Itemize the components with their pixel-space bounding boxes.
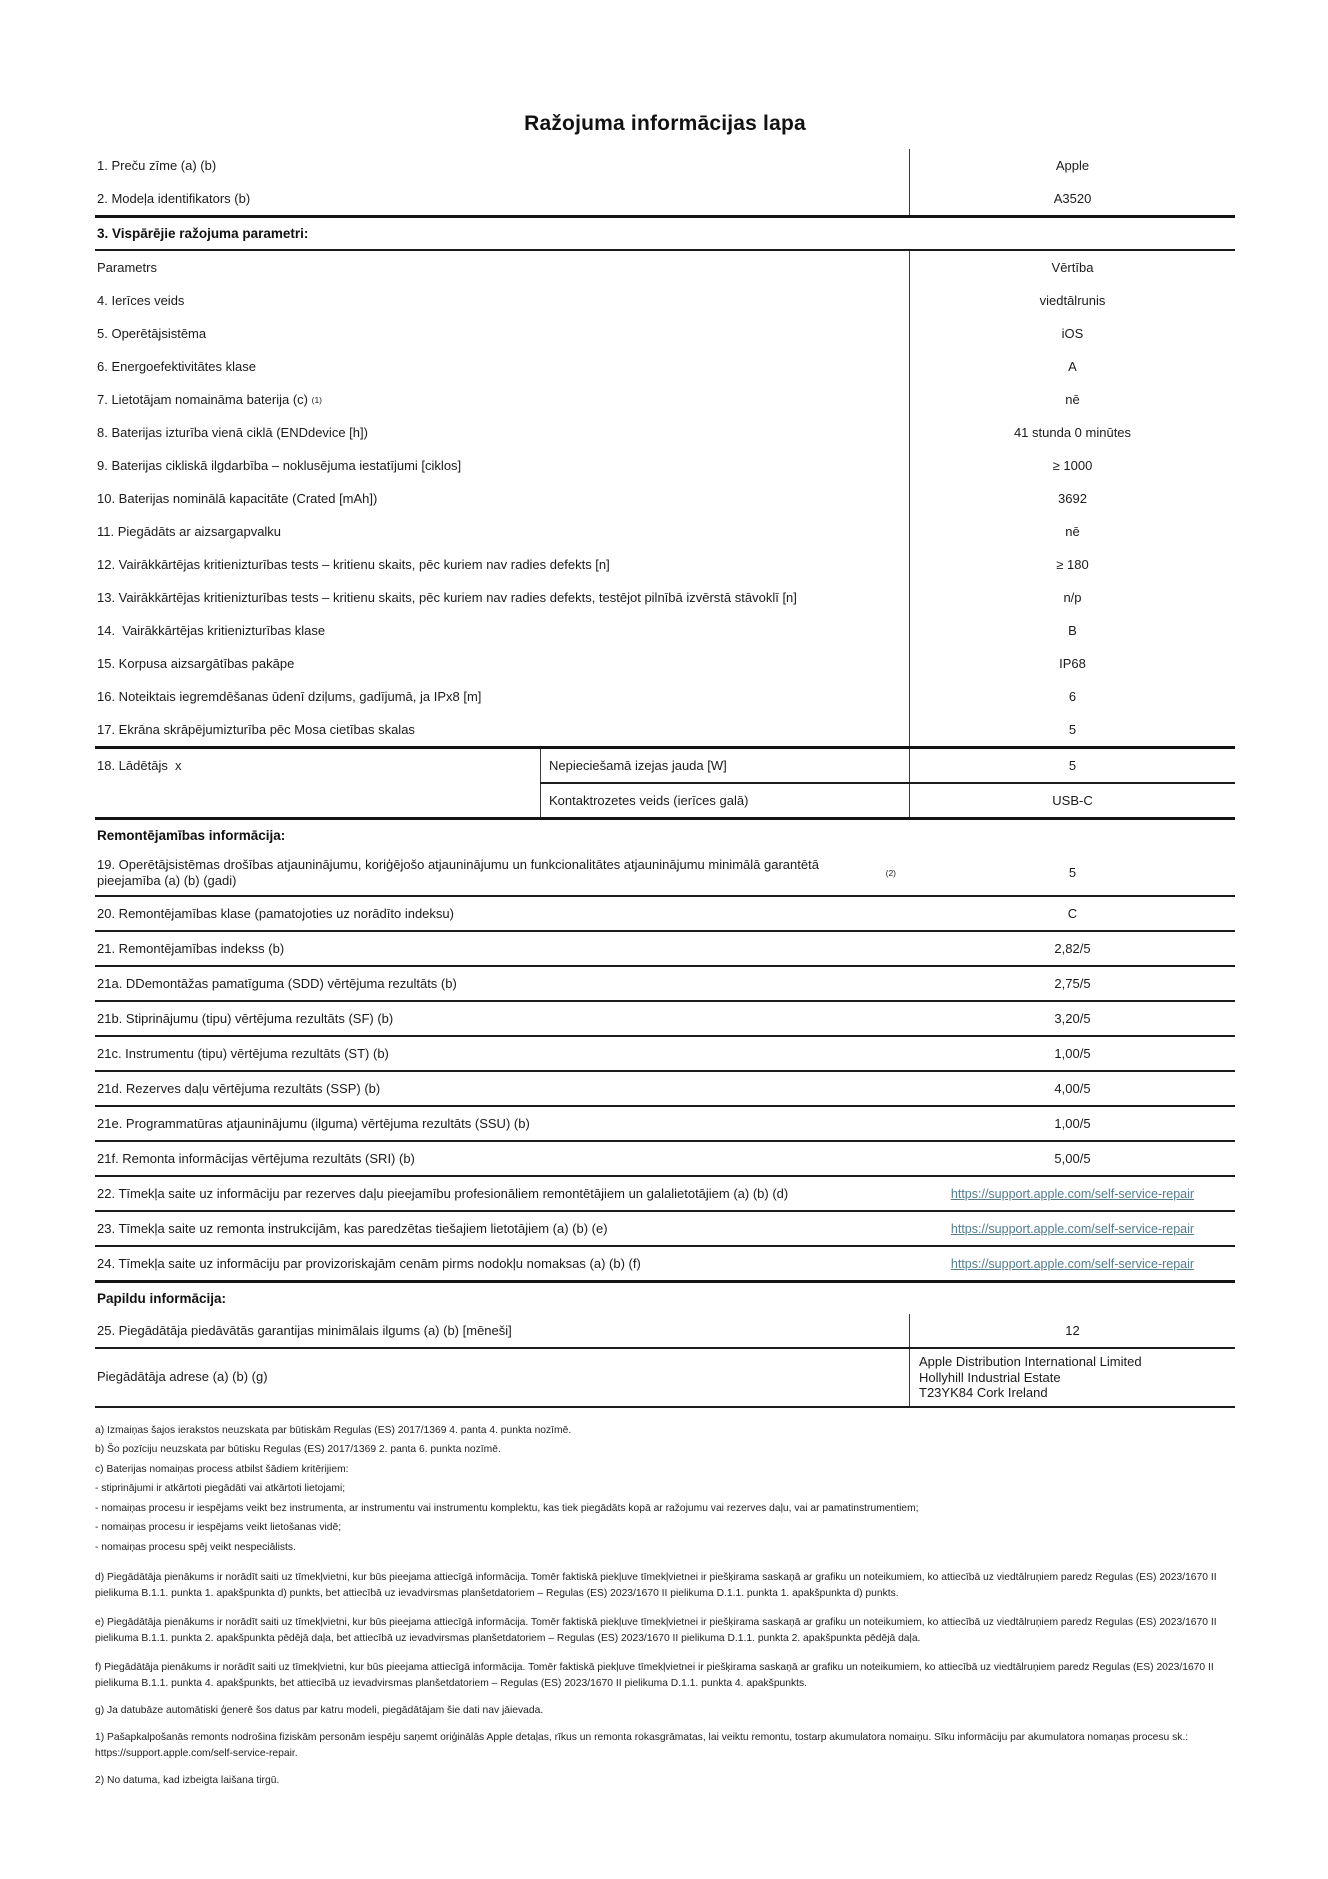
row-label: 21f. Remonta informācijas vērtējuma rezultāts (SRI) (b) [97, 1150, 415, 1166]
row-value: 5 [1068, 721, 1077, 737]
table-row-18-charger [95, 746, 1235, 817]
footnote-f: f) Piegādātāja pienākums ir norādīt saiti uz tīmekļvietni, kur būs pieejama attiecīgā informācija. Tomēr faktiskā piekļuve tīmekļvietnei ir piešķirama saskaņā ar grafiku un noteikumiem, ko attiecībā uz viedtālruņiem paredz Regulas (ES) 2023/1670 II pielikuma B.1.1. punkta 4. apakšpunkts, bet attiecībā uz ievadvirsmas planšetdatoriem – Regulas (ES) 2023/1670 II pielikuma D.1.1. punkta 4. apakšpunkts. [95, 1662, 1214, 1689]
self-service-repair-link[interactable]: https://support.apple.com/self-service-repair [950, 1256, 1195, 1271]
row-label: 5. Operētājsistēma [95, 317, 910, 350]
row-label: 9. Baterijas cikliskā ilgdarbība – noklusējuma iestatījumi [ciklos] [95, 449, 910, 482]
row-label: 24. Tīmekļa saite uz informāciju par provizoriskajām cenām pirms nodokļu nomaksas (a) (b) (f) [97, 1255, 641, 1271]
footnote-c-bullet-1: - stiprinājumi ir atkārtoti piegādāti vai atkārtoti lietojami; [95, 1483, 346, 1494]
row-label: 21e. Programmatūras atjauninājumu (ilguma) vērtējuma rezultāts (SSU) (b) [97, 1115, 530, 1131]
additional-block [95, 1280, 1235, 1408]
footnote-d: d) Piegādātāja pienākums ir norādīt saiti uz tīmekļvietni, kur būs pieejama attiecīgā informācija. Tomēr faktiskā piekļuve tīmekļvietnei ir piešķirama saskaņā ar grafiku un noteikumiem, ko attiecībā uz viedtālruņiem paredz Regulas (ES) 2023/1670 II pielikuma B.1.1. punkta 1. apakšpunkta d) punkts, bet attiecībā uz ievadvirsmas planšetdatoriem – Regulas (ES) 2023/1670 II pielikuma D.1.1. punkta 1. apakšpunkta d) punkts. [95, 1572, 1217, 1599]
footnote-c-bullet-4: - nomaiņas procesu spēj veikt nespeciālists. [95, 1541, 296, 1553]
table-row-17 [95, 713, 1235, 746]
row-value: nē [1065, 523, 1080, 539]
footnote-e: e) Piegādātāja pienākums ir norādīt saiti uz tīmekļvietni, kur būs pieejama attiecīgā informācija. Tomēr faktiskā piekļuve tīmekļvietnei ir piešķirama saskaņā ar grafiku un noteikumiem, ko attiecībā uz viedtālruņiem paredz Regulas (ES) 2023/1670 II pielikuma B.1.1. punkta 2. apakšpunkta pēdējā daļa, bet attiecībā uz ievadvirsmas planšetdatoriem – Regulas (ES) 2023/1670 II pielikuma D.1.1. punkta 2. apakšpunkta pēdējā daļa. [95, 1617, 1217, 1644]
row-value: Apple [1055, 157, 1090, 173]
table-row-5 [95, 317, 1235, 350]
footnote-a: a) Izmaiņas šajos ierakstos neuzskata par būtiskām Regulas (ES) 2017/1369 4. panta 4. punkta nozīmē. [95, 1424, 572, 1436]
row-label: 2. Modeļa identifikators (b) [95, 182, 910, 215]
row-label: 4. Ierīces veids [95, 284, 910, 317]
address-line: T23YK84 Cork Ireland [919, 1385, 1048, 1400]
self-service-repair-link[interactable]: https://support.apple.com/self-service-repair [950, 1221, 1195, 1236]
row-label: 25. Piegādātāja piedāvātās garantijas minimālais ilgums (a) (b) [mēneši] [95, 1314, 910, 1347]
row-value [910, 1212, 1235, 1245]
table-row-21a [95, 965, 1235, 1000]
supplier-address [910, 1349, 1235, 1406]
row-label-text: 19. Operētājsistēmas drošības atjauninājumu, koriģējošo atjauninājumu un funkcionalitātes atjauninājumu minimālā garantētā pieejamība (a) (b) (gadi) [97, 857, 823, 888]
repair-block [95, 817, 1235, 1280]
row-label: 16. Noteiktais iegremdēšanas ūdenī dziļums, gadījumā, ja IPx8 [m] [95, 680, 910, 713]
page-title: Ražojuma informācijas lapa [524, 112, 806, 135]
row-value: C [1067, 905, 1078, 921]
row-label: 8. Baterijas izturība vienā ciklā (ENDdevice [h]) [95, 416, 910, 449]
footnote-1: 1) Pašapkalpošanās remonts nodrošina fiziskām personām iespēju saņemt oriģinālās Apple detaļas, rīkus un remonta rokasgrāmatas, lai veiktu remontu, tostarp akumulatora nomaiņu. Sīku informāciju par akumulatora nomaņas procesu sk.: https://support.apple.com/self-service-repair. [95, 1732, 1189, 1759]
table-row-21e [95, 1105, 1235, 1140]
table-row-21b [95, 1000, 1235, 1035]
row-value: n/p [1063, 589, 1082, 605]
table-row-25 [95, 1314, 1235, 1347]
row-value: ≥ 180 [1056, 556, 1089, 572]
table-row-21f [95, 1140, 1235, 1175]
footnote-g: g) Ja datubāze automātiski ģenerē šos datus par katru modeli, piegādātājam šie dati nav jāievada. [95, 1705, 544, 1716]
intro-block [95, 149, 1235, 215]
row-value: iOS [1061, 325, 1084, 341]
footnote-c: c) Baterijas nomaiņas process atbilst šādiem kritērijiem: [95, 1463, 349, 1475]
row-value: 41 stunda 0 minūtes [1013, 424, 1132, 440]
table-row-7 [95, 383, 1235, 416]
row-value: 1,00/5 [1054, 1045, 1091, 1061]
address-line: Apple Distribution International Limited [919, 1354, 1142, 1369]
row-label: 12. Vairākkārtējas kritienizturības tests – kritienu skaits, pēc kuriem nav radies defekts [n] [95, 548, 910, 581]
table-row-6 [95, 350, 1235, 383]
self-service-repair-link[interactable]: https://support.apple.com/self-service-repair [950, 1186, 1195, 1201]
row-value: 12 [1065, 1322, 1080, 1338]
table-row-1 [95, 149, 1235, 182]
footnotes [95, 1421, 1235, 1790]
table-row-22 [95, 1175, 1235, 1210]
row-value: A3520 [1053, 190, 1092, 206]
row-value: 5,00/5 [1054, 1150, 1091, 1166]
row-label: 21d. Rezerves daļu vērtējuma rezultāts (SSP) (b) [97, 1080, 381, 1096]
sub-row-label: Kontaktrozetes veids (ierīces galā) [540, 784, 910, 817]
table-row-21d [95, 1070, 1235, 1105]
row-value: nē [1065, 391, 1080, 407]
row-label: 21c. Instrumentu (tipu) vērtējuma rezultāts (ST) (b) [97, 1045, 389, 1061]
row-label: 11. Piegādāts ar aizsargapvalku [95, 515, 910, 548]
table-header-row [95, 251, 1235, 284]
section-header-additional: Papildu informācija: [97, 1291, 227, 1306]
sub-row-label: Nepieciešamā izejas jauda [W] [540, 749, 910, 782]
row-value: A [1068, 358, 1077, 374]
general-params-block [95, 249, 1235, 746]
row-label: 23. Tīmekļa saite uz remonta instrukcijām, kas paredzētas tiešajiem lietotājiem (a) (b) (e) [97, 1220, 608, 1236]
footnote-c-bullet-3: - nomaiņas procesu ir iespējams veikt lietošanas vidē; [95, 1522, 342, 1533]
table-row-21 [95, 930, 1235, 965]
sub-row-value: 5 [1068, 758, 1077, 773]
table-row-16 [95, 680, 1235, 713]
footnote-b: b) Šo pozīciju neuzskata par būtisku Regulas (ES) 2017/1369 2. panta 6. punkta nozīmē. [95, 1444, 501, 1455]
row-label: 14. Vairākkārtējas kritienizturības klase [95, 614, 910, 647]
table-row-11 [95, 515, 1235, 548]
row-label: 6. Energoefektivitātes klase [95, 350, 910, 383]
row-label: 19. Operētājsistēmas drošības atjauninājumu, koriģējošo atjauninājumu un funkcionalitātes atjauninājumu minimālā garantētā pieejamība (a) (b) (gadi) (2) [97, 857, 896, 888]
row-value: 2,82/5 [1054, 940, 1091, 956]
table-row-supplier-address [95, 1347, 1235, 1406]
table-row-24 [95, 1245, 1235, 1280]
row-label: Piegādātāja adrese (a) (b) (g) [95, 1349, 910, 1406]
row-value: 3,20/5 [1054, 1010, 1091, 1026]
table-row-10 [95, 482, 1235, 515]
table-row-4 [95, 284, 1235, 317]
charger-sub-row-power [540, 749, 1235, 782]
row-label: 22. Tīmekļa saite uz informāciju par rezerves daļu pieejamību profesionāliem remontētājiem un galalietotājiem (a) (b) (d) [97, 1185, 789, 1201]
row-value: 5 [1068, 865, 1077, 880]
table-row-2 [95, 182, 1235, 215]
row-value: B [1068, 622, 1077, 638]
table-row-9 [95, 449, 1235, 482]
row-label: 18. Lādētājs x [97, 758, 182, 773]
table-row-12 [95, 548, 1235, 581]
column-header-parameter: Parametrs [95, 251, 910, 284]
row-value [910, 1247, 1235, 1280]
table-row-21c [95, 1035, 1235, 1070]
row-label: 17. Ekrāna skrāpējumizturība pēc Mosa cietības skalas [95, 713, 910, 746]
row-label-text: 7. Lietotājam nomaināma baterija (c) [97, 391, 312, 407]
column-header-value: Vērtība [1051, 259, 1094, 275]
row-label: 7. Lietotājam nomaināma baterija (c) (1) [95, 383, 910, 416]
row-value: 2,75/5 [1054, 975, 1091, 991]
table-row-20 [95, 895, 1235, 930]
row-value: 1,00/5 [1054, 1115, 1091, 1131]
table-row-15 [95, 647, 1235, 680]
charger-sub-row-connector [540, 782, 1235, 817]
row-value: viedtālrunis [1039, 292, 1106, 308]
sub-row-value: USB-C [1052, 793, 1093, 808]
table-row-19 [95, 851, 1235, 895]
row-value [910, 1177, 1235, 1210]
row-label: 10. Baterijas nominālā kapacitāte (Crated [mAh]) [95, 482, 910, 515]
row-value: IP68 [1059, 655, 1086, 671]
row-label: 20. Remontējamības klase (pamatojoties uz norādīto indeksu) [97, 905, 454, 921]
section-header-repairability: Remontējamības informācija: [97, 828, 286, 843]
table-row-23 [95, 1210, 1235, 1245]
row-label: 15. Korpusa aizsargātības pakāpe [95, 647, 910, 680]
footnote-c-bullet-2: - nomaiņas procesu ir iespējams veikt bez instrumenta, ar instrumentu vai instrumentu komplektu, kas tiek piegādāts kopā ar ražojumu vai rezerves daļu, vai ar pamatinstrumentiem; [95, 1502, 919, 1514]
row-value: 6 [1068, 688, 1077, 704]
table-row-14 [95, 614, 1235, 647]
row-label: 13. Vairākkārtējas kritienizturības tests – kritienu skaits, pēc kuriem nav radies defekts, testējot pilnībā izvērstā stāvoklī [n] [95, 581, 910, 614]
row-label: 21a. DDemontāžas pamatīguma (SDD) vērtējuma rezultāts (b) [97, 975, 457, 991]
row-value: ≥ 1000 [1052, 457, 1093, 473]
row-value: 4,00/5 [1054, 1080, 1091, 1096]
address-line: Hollyhill Industrial Estate [919, 1369, 1061, 1385]
row-value: 3692 [1058, 490, 1087, 506]
table-row-8 [95, 416, 1235, 449]
charger-sub-table [540, 749, 1235, 817]
row-label: 1. Preču zīme (a) (b) [95, 149, 910, 182]
row-label: 21. Remontējamības indekss (b) [97, 940, 285, 956]
section-header-general: 3. Vispārējie ražojuma parametri: [97, 226, 309, 241]
table-row-13 [95, 581, 1235, 614]
row-label: 21b. Stiprinājumu (tipu) vērtējuma rezultāts (SF) (b) [97, 1010, 394, 1026]
footnote-2: 2) No datuma, kad izbeigta laišana tirgū. [95, 1775, 280, 1786]
section-divider [95, 215, 1235, 249]
